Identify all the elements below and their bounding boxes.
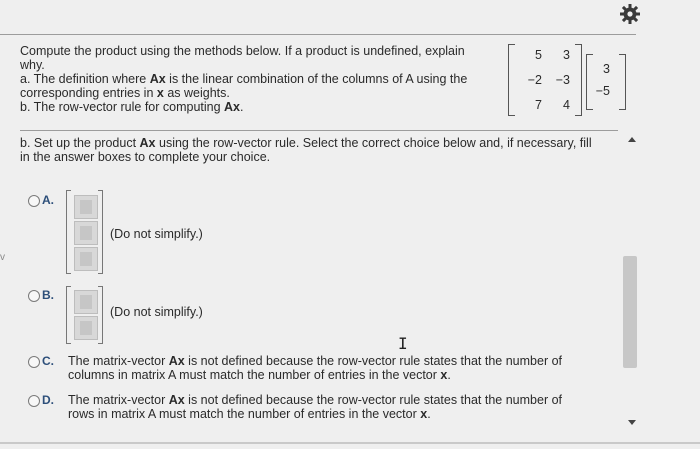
option-b-label[interactable]: B.: [42, 288, 54, 302]
option-a-answer-box-2[interactable]: [74, 221, 98, 245]
matrix-a-cell: −3: [555, 73, 570, 87]
gear-icon[interactable]: [618, 2, 642, 26]
vector-x: [586, 54, 626, 110]
option-c-radio[interactable]: [28, 356, 40, 368]
matrix-a: [508, 44, 582, 116]
bottom-divider: [0, 442, 700, 444]
option-a-right-bracket: [98, 190, 103, 274]
option-a-answer-box-3[interactable]: [74, 247, 98, 271]
matrix-a-cell: 7: [535, 98, 542, 112]
option-b-note: (Do not simplify.): [110, 305, 203, 319]
matrix-a-cell: 4: [563, 98, 570, 112]
option-a-note: (Do not simplify.): [110, 227, 203, 241]
text-cursor-icon: I: [398, 334, 408, 353]
option-a-left-bracket: [66, 190, 71, 274]
section-divider: [20, 130, 618, 131]
part-b-instructions: b. Set up the product Ax using the row-vector rule. Select the correct choice below and, if necessary, fill in the answer boxes to complete your choice.: [20, 136, 592, 164]
matrix-a-cell: −2: [527, 73, 542, 87]
scroll-up-arrow-icon[interactable]: [628, 137, 636, 142]
matrix-a-cell: 5: [535, 48, 542, 62]
option-a-answer-box-1[interactable]: [74, 195, 98, 219]
option-d-label[interactable]: D.: [42, 393, 54, 407]
option-b-right-bracket: [98, 286, 103, 344]
left-edge-mark: v: [0, 252, 5, 263]
option-a-radio[interactable]: [28, 195, 40, 207]
matrix-a-cell: 3: [563, 48, 570, 62]
option-d-text[interactable]: The matrix-vector Ax is not defined because the row-vector rule states that the number of rows in matrix A must match the number of entries in the vector x.: [68, 393, 562, 421]
option-b-answer-box-1[interactable]: [74, 290, 98, 314]
option-c-text[interactable]: The matrix-vector Ax is not defined because the row-vector rule states that the number of columns in matrix A must match the number of entries in the vector x.: [68, 354, 562, 382]
vector-x-entry: −5: [595, 84, 610, 98]
option-b-answer-box-2[interactable]: [74, 316, 98, 340]
scrollbar-thumb[interactable]: [623, 256, 637, 368]
option-b-radio[interactable]: [28, 290, 40, 302]
option-b-left-bracket: [66, 286, 71, 344]
vector-x-entry: 3: [603, 62, 610, 76]
option-a-label[interactable]: A.: [42, 193, 54, 207]
question-text: Compute the product using the methods below. If a product is undefined, explain why. a. The definition where Ax is the linear combination of the columns of A using the corresponding entries in x as weights. b. The row-vector rule for computing Ax.: [20, 44, 468, 114]
scroll-down-arrow-icon[interactable]: [628, 420, 636, 425]
option-d-radio[interactable]: [28, 395, 40, 407]
option-c-label[interactable]: C.: [42, 354, 54, 368]
top-divider: [0, 34, 636, 35]
